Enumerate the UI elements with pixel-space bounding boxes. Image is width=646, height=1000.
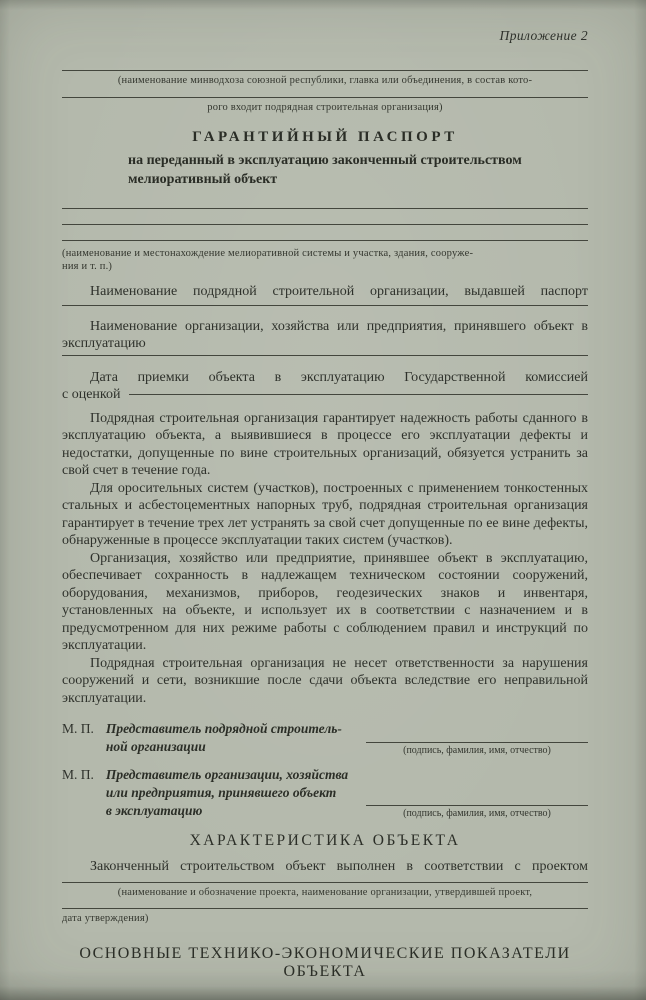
object-fill-line-3 xyxy=(62,240,588,241)
signature-right-contractor xyxy=(366,742,588,756)
org-fill-line-2 xyxy=(62,97,588,98)
receiver-role-line2: или предприятия, принявшего объект xyxy=(105,784,337,800)
document-subtitle xyxy=(128,152,588,190)
acceptance-date-row xyxy=(62,386,588,404)
org-caption-line2: рого входит подрядная строительная организация) xyxy=(207,102,443,114)
object-fill-line-2 xyxy=(62,224,588,225)
object-caption-line1: (наименование и местонахождение мелиоративной системы и участка, здания, сооруже- xyxy=(62,248,474,260)
signature-left-receiver xyxy=(62,766,348,819)
receiver-fill-line xyxy=(62,355,588,356)
acceptance-date-label-line2: с оценкой xyxy=(62,387,121,403)
org-fill-line xyxy=(62,70,588,71)
seal-place-label: М. П. xyxy=(62,721,94,737)
warranty-paragraph-2: Для оросительных систем (участков), построенных с применением тонкостенных стальных и асбестоцементных напорных труб, подрядная строительная организация гарантирует в течение трех лет устранять за свой счет допущенные по ее вине дефекты, обнаруженные в процессе эксплуатации таких систем (участков). xyxy=(62,480,588,549)
subtitle-line1: на переданный в эксплуатацию законченный строительством xyxy=(128,153,522,169)
signature-left-contractor xyxy=(62,720,342,756)
receiver-signature-caption: (подпись, фамилия, имя, отчество) xyxy=(403,808,551,820)
seal-place-label-2: М. П. xyxy=(62,766,94,782)
project-fill-line-2 xyxy=(62,908,588,909)
object-fill-line-1 xyxy=(62,208,588,209)
project-fill-line-1 xyxy=(62,882,588,883)
object-name-fill-lines xyxy=(62,208,588,241)
receiver-role-line3: в эксплуатацию xyxy=(105,802,203,818)
acceptance-fill-line xyxy=(129,394,589,395)
org-caption-line1: (наименование минводхоза союзной республики, главка или объединения, в состав кото- xyxy=(117,75,533,86)
appendix-label: Приложение 2 xyxy=(499,28,588,43)
document-title: ГАРАНТИЙНЫЙ ПАСПОРТ xyxy=(192,129,458,146)
project-caption-line2: дата утверждения) xyxy=(62,912,149,924)
characteristics-section-title: ХАРАКТЕРИСТИКА ОБЪЕКТА xyxy=(189,832,461,850)
contractor-fill-line xyxy=(62,305,588,306)
signature-block-receiver xyxy=(62,766,588,819)
contractor-role-line1: Представитель подрядной строитель- xyxy=(105,721,342,737)
technical-indicators-title: ОСНОВНЫЕ ТЕХНИКО-ЭКОНОМИЧЕСКИЕ ПОКАЗАТЕЛИ ОБЪЕКТА xyxy=(79,945,571,981)
warranty-paragraph-1: Подрядная строительная организация гарантирует надежность работы сданного в эксплуатацию объекта, а выявившиеся в процессе его эксплуатации дефекты и недостатки, допущенные по вине строительных организаций, обязуется устранить за свой счет в течение года. xyxy=(62,410,588,479)
object-caption-line2: ния и т. п.) xyxy=(62,261,113,273)
project-compliance-label: Законченный строительством объект выполнен в соответствии с проектом xyxy=(90,859,588,875)
warranty-paragraph-3: Организация, хозяйство или предприятие, принявшее объект в эксплуатацию, обеспечивает сохранность в надлежащем техническом состоянии сооружений, оборудования, механизмов, приборов, геодезических знаков и инвентаря, установленных на объекте, и использует их в соответствии с назначением и в предусмотренном для них режиме работы с соблюдением правил и инструкций по эксплуатации. xyxy=(62,550,588,654)
receiver-field-label: Наименование организации, хозяйства или предприятия, принявшего объект в эксплуатацию xyxy=(62,318,588,352)
contractor-representative-role xyxy=(106,720,342,756)
contractor-signature-caption: (подпись, фамилия, имя, отчество) xyxy=(403,744,551,756)
warranty-terms xyxy=(62,410,588,708)
contractor-role-line2: ной организации xyxy=(105,739,206,755)
project-caption-line1: (наименование и обозначение проекта, наименование организации, утвердившей проект, xyxy=(117,886,533,898)
object-caption xyxy=(62,247,588,273)
receiver-representative-role xyxy=(106,766,348,819)
subtitle-line2: мелиоративный объект xyxy=(128,172,278,188)
signature-block-contractor xyxy=(62,720,588,756)
warranty-paragraph-4: Подрядная строительная организация не несет ответственности за нарушения сооружений и сети, возникшие после сдачи объекта вследствие его неправильной эксплуатации. xyxy=(62,655,588,706)
receiver-role-line1: Представитель организации, хозяйства xyxy=(105,766,349,782)
contractor-field-label: Наименование подрядной строительной организации, выдавшей паспорт xyxy=(90,284,588,300)
signature-right-receiver xyxy=(366,805,588,819)
acceptance-date-label-line1: Дата приемки объекта в эксплуатацию Государственной комиссией xyxy=(90,369,588,385)
